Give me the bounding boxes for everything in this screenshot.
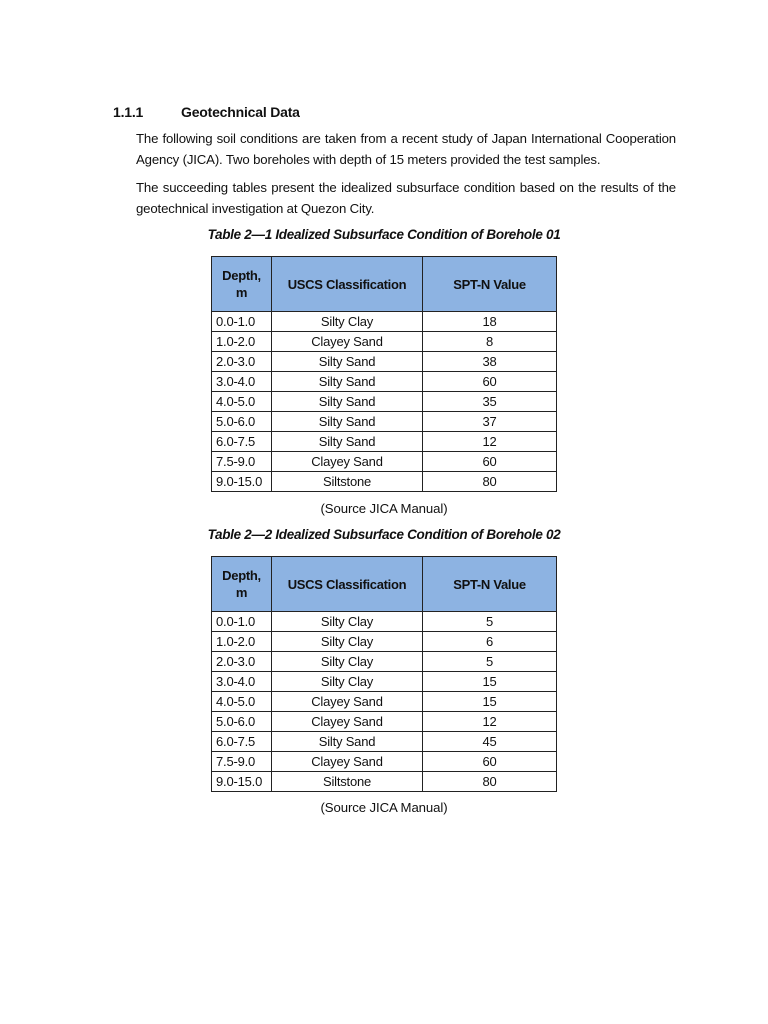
depth-cell: 3.0-4.0 xyxy=(212,672,272,692)
table-caption-borehole-02: Table 2—2 Idealized Subsurface Condition of Borehole 02 xyxy=(207,527,561,542)
spt-cell: 15 xyxy=(423,692,557,712)
uscs-cell: Siltstone xyxy=(272,472,423,492)
uscs-cell: Silty Sand xyxy=(272,412,423,432)
header-depth: Depth, m xyxy=(212,257,272,312)
header-spt: SPT-N Value xyxy=(423,557,557,612)
spt-cell: 6 xyxy=(423,632,557,652)
uscs-cell: Clayey Sand xyxy=(272,712,423,732)
depth-cell: 0.0-1.0 xyxy=(212,312,272,332)
uscs-cell: Silty Clay xyxy=(272,672,423,692)
table-row xyxy=(212,452,557,472)
table-row xyxy=(212,672,557,692)
uscs-cell: Silty Sand xyxy=(272,372,423,392)
spt-cell: 15 xyxy=(423,672,557,692)
depth-cell: 2.0-3.0 xyxy=(212,652,272,672)
header-spt: SPT-N Value xyxy=(423,257,557,312)
table-row xyxy=(212,712,557,732)
spt-cell: 60 xyxy=(423,372,557,392)
table-header-row xyxy=(212,557,557,612)
depth-cell: 5.0-6.0 xyxy=(212,712,272,732)
uscs-cell: Silty Sand xyxy=(272,392,423,412)
depth-cell: 5.0-6.0 xyxy=(212,412,272,432)
table-row xyxy=(212,692,557,712)
table-row xyxy=(212,632,557,652)
uscs-cell: Silty Clay xyxy=(272,312,423,332)
paragraph-tables-intro: The succeeding tables present the idealized subsurface condition based on the results of the geotechnical investigation at Quezon City. xyxy=(136,180,676,216)
depth-cell: 1.0-2.0 xyxy=(212,332,272,352)
table-row xyxy=(212,392,557,412)
spt-cell: 5 xyxy=(423,612,557,632)
depth-cell: 4.0-5.0 xyxy=(212,692,272,712)
table-row xyxy=(212,732,557,752)
uscs-cell: Silty Sand xyxy=(272,352,423,372)
header-uscs: USCS Classification xyxy=(272,557,423,612)
uscs-cell: Silty Sand xyxy=(272,732,423,752)
uscs-cell: Clayey Sand xyxy=(272,752,423,772)
paragraph-intro: The following soil conditions are taken from a recent study of Japan International Cooperation Agency (JICA). Two boreholes with depth of 15 meters provided the test samples. xyxy=(136,131,676,167)
table-header-row xyxy=(212,257,557,312)
table-row xyxy=(212,432,557,452)
table-caption-borehole-01: Table 2—1 Idealized Subsurface Condition of Borehole 01 xyxy=(207,227,561,242)
table-row xyxy=(212,652,557,672)
section-title: Geotechnical Data xyxy=(181,104,300,120)
table-row xyxy=(212,472,557,492)
table-source-note: (Source JICA Manual) xyxy=(320,501,448,516)
header-depth: Depth, m xyxy=(212,557,272,612)
spt-cell: 80 xyxy=(423,472,557,492)
spt-cell: 37 xyxy=(423,412,557,432)
uscs-cell: Silty Clay xyxy=(272,652,423,672)
table-row xyxy=(212,312,557,332)
section-heading xyxy=(113,104,300,120)
spt-cell: 12 xyxy=(423,432,557,452)
spt-cell: 12 xyxy=(423,712,557,732)
depth-cell: 2.0-3.0 xyxy=(212,352,272,372)
depth-cell: 4.0-5.0 xyxy=(212,392,272,412)
uscs-cell: Silty Clay xyxy=(272,632,423,652)
uscs-cell: Clayey Sand xyxy=(272,332,423,352)
table-row xyxy=(212,352,557,372)
depth-cell: 9.0-15.0 xyxy=(212,772,272,792)
spt-cell: 60 xyxy=(423,752,557,772)
table-row xyxy=(212,772,557,792)
depth-cell: 6.0-7.5 xyxy=(212,732,272,752)
table-row xyxy=(212,372,557,392)
depth-cell: 3.0-4.0 xyxy=(212,372,272,392)
table-source-note: (Source JICA Manual) xyxy=(320,800,448,815)
section-number: 1.1.1 xyxy=(113,104,144,120)
depth-cell: 7.5-9.0 xyxy=(212,752,272,772)
spt-cell: 60 xyxy=(423,452,557,472)
depth-cell: 6.0-7.5 xyxy=(212,432,272,452)
depth-cell: 0.0-1.0 xyxy=(212,612,272,632)
spt-cell: 8 xyxy=(423,332,557,352)
uscs-cell: Siltstone xyxy=(272,772,423,792)
uscs-cell: Silty Clay xyxy=(272,612,423,632)
uscs-cell: Silty Sand xyxy=(272,432,423,452)
spt-cell: 18 xyxy=(423,312,557,332)
spt-cell: 35 xyxy=(423,392,557,412)
table-row xyxy=(212,412,557,432)
spt-cell: 38 xyxy=(423,352,557,372)
table-row xyxy=(212,752,557,772)
borehole-01-table xyxy=(211,256,557,492)
depth-cell: 1.0-2.0 xyxy=(212,632,272,652)
spt-cell: 80 xyxy=(423,772,557,792)
table-row xyxy=(212,612,557,632)
header-uscs: USCS Classification xyxy=(272,257,423,312)
table-row xyxy=(212,332,557,352)
uscs-cell: Clayey Sand xyxy=(272,452,423,472)
spt-cell: 5 xyxy=(423,652,557,672)
depth-cell: 9.0-15.0 xyxy=(212,472,272,492)
depth-cell: 7.5-9.0 xyxy=(212,452,272,472)
uscs-cell: Clayey Sand xyxy=(272,692,423,712)
borehole-02-table xyxy=(211,556,557,792)
spt-cell: 45 xyxy=(423,732,557,752)
